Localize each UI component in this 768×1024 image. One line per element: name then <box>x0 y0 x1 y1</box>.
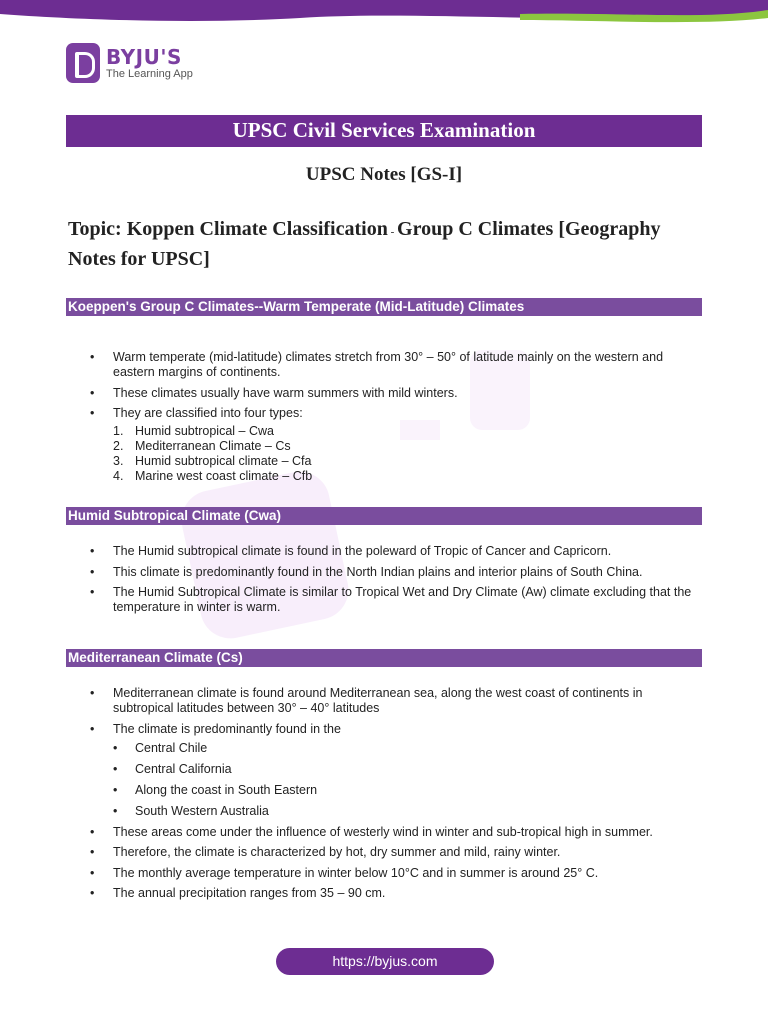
region-item: • Along the coast in South Eastern <box>113 783 700 798</box>
list-item: • This climate is predominantly found in the North Indian plains and interior plains of South China. <box>90 565 700 580</box>
climate-type-item: 3. Humid subtropical climate – Cfa <box>113 454 312 468</box>
topic-part-b: Group C Climates [Geography Notes for UPSC] <box>68 218 661 270</box>
climate-type-item: 1. Humid subtropical – Cwa <box>113 424 274 438</box>
list-item-text: The climate is predominantly found in the <box>113 721 341 736</box>
list-item: • The monthly average temperature in winter below 10°C and in summer is around 25° C. <box>90 866 700 881</box>
list-item: • Warm temperate (mid-latitude) climates stretch from 30° – 50° of latitude mainly on the western and eastern margins of continents. <box>90 350 700 380</box>
topic-part-a: Topic: Koppen Climate Classification <box>68 218 388 240</box>
brand-name: BYJU'S <box>106 44 182 69</box>
section-heading-group-c: Koeppen's Group C Climates--Warm Temperate (Mid-Latitude) Climates <box>66 298 702 316</box>
group-c-bullet-list <box>90 350 700 490</box>
climate-type-item: 4. Marine west coast climate – Cfb <box>113 469 313 483</box>
region-item: • Central Chile <box>113 741 700 756</box>
topic-dash: - <box>387 226 398 238</box>
list-item: • Mediterranean climate is found around Mediterranean sea, along the west coast of continents in subtropical latitudes between 30° – 40° latitudes <box>90 686 700 716</box>
cwa-bullet-list <box>90 544 700 621</box>
section-heading-cwa: Humid Subtropical Climate (Cwa) <box>66 507 702 525</box>
list-item: • The Humid subtropical climate is found in the poleward of Tropic of Cancer and Capricorn. <box>90 544 700 559</box>
climate-types-list <box>113 424 700 484</box>
list-item: • The Humid Subtropical Climate is similar to Tropical Wet and Dry Climate (Aw) climate excluding that the temperature in winter is warm. <box>90 585 700 615</box>
list-item-text: They are classified into four types: <box>113 406 303 420</box>
list-item: • Therefore, the climate is characterized by hot, dry summer and mild, rainy winter. <box>90 845 700 860</box>
brand-tagline: The Learning App <box>106 67 193 80</box>
list-item <box>90 722 700 819</box>
list-item: • The annual precipitation ranges from 35 – 90 cm. <box>90 886 700 901</box>
list-item <box>90 406 700 484</box>
header-swoosh <box>0 0 768 26</box>
climate-type-item: 2. Mediterranean Climate – Cs <box>113 439 291 453</box>
byjus-logo[interactable] <box>66 43 193 83</box>
notes-title: UPSC Notes [GS-I] <box>305 164 463 185</box>
cs-bullet-list <box>90 686 700 907</box>
region-item: • South Western Australia <box>113 804 700 819</box>
region-item: • Central California <box>113 762 700 777</box>
exam-title-banner: UPSC Civil Services Examination <box>66 115 702 147</box>
byjus-logo-icon <box>66 43 100 83</box>
regions-list <box>113 741 700 819</box>
footer-url-link[interactable]: https://byjus.com <box>276 948 494 975</box>
list-item: • These climates usually have warm summers with mild winters. <box>90 386 700 401</box>
topic-title <box>68 216 688 273</box>
section-heading-cs: Mediterranean Climate (Cs) <box>66 649 702 667</box>
list-item: • These areas come under the influence of westerly wind in winter and sub-tropical high in summer. <box>90 825 700 840</box>
